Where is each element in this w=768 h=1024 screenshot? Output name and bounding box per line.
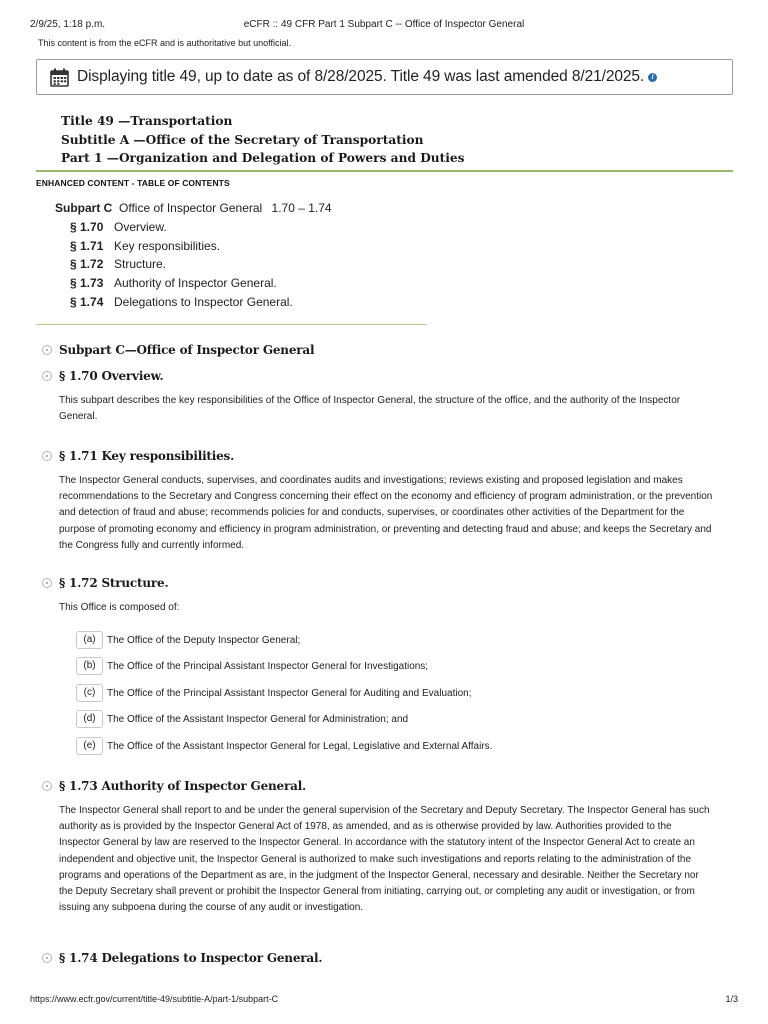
- section-1-71-heading-row: [42, 449, 722, 463]
- expand-icon[interactable]: [42, 781, 52, 791]
- expand-icon[interactable]: [42, 345, 52, 355]
- section-1-70-text: This subpart describes the key responsibilities of the Office of Inspector General, the structure of the office, and the authority of the Inspector General.: [59, 395, 681, 423]
- disclaimer: This content is from the eCFR and is authoritative but unofficial.: [38, 38, 291, 48]
- toc-section-title: Structure.: [114, 257, 167, 272]
- toc-section-number: § 1.74: [70, 294, 104, 309]
- toc-section-title: Key responsibilities.: [114, 238, 221, 253]
- subtitle-heading: Subtitle A —Office of the Secretary of Transportation: [61, 132, 424, 147]
- toc-section-title: Delegations to Inspector General.: [114, 294, 293, 309]
- calendar-icon: [50, 68, 69, 87]
- list-item: [76, 631, 300, 649]
- page-number: 1/3: [725, 994, 738, 1004]
- toc-section-number: § 1.70: [70, 219, 104, 234]
- toc-subpart-name: Office of Inspector General: [119, 201, 263, 215]
- toc-subpart-label: Subpart C: [55, 201, 113, 215]
- paragraph-label[interactable]: (c): [76, 684, 103, 702]
- toc-section-title: Authority of Inspector General.: [114, 276, 277, 291]
- expand-icon[interactable]: [42, 578, 52, 588]
- part-heading: Part 1 —Organization and Delegation of Powers and Duties: [61, 151, 465, 165]
- section-1-73-heading-row: [42, 779, 722, 793]
- section-heading: § 1.71 Key responsibilities.: [59, 449, 235, 463]
- print-title: eCFR :: 49 CFR Part 1 Subpart C -- Office of Inspector General: [243, 19, 525, 30]
- toc-section-number: § 1.72: [70, 257, 104, 272]
- toc-section-link[interactable]: [55, 218, 332, 237]
- toc-subpart-link[interactable]: [55, 199, 332, 218]
- expand-icon[interactable]: [42, 371, 52, 381]
- toc-section-title: Overview.: [114, 219, 167, 234]
- print-date: 2/9/25, 1:18 p.m.: [30, 19, 106, 30]
- section-1-70-heading-row: [42, 369, 722, 383]
- info-icon[interactable]: i: [648, 73, 657, 82]
- hierarchy: [61, 112, 465, 168]
- toc-section-link[interactable]: [55, 274, 332, 293]
- toc-divider: [36, 324, 427, 325]
- section-heading: § 1.72 Structure.: [59, 576, 169, 590]
- section-1-72-intro: This Office is composed of:: [59, 602, 180, 613]
- table-of-contents: [55, 199, 332, 312]
- list-item-text: The Office of the Principal Assistant Inspector General for Investigations;: [107, 660, 429, 672]
- section-1-73-text: The Inspector General shall report to and be under the general supervision of the Secretary and Deputy Secretary. The Inspector General has such authority as is provided by the Inspector General Act of 1978, as amended, and as is otherwise provided by law. Authorities provided to the Inspector General by law are reserved to the Inspector General. In accordance with the statutory intent of the Inspector General Act to create an independent and objective unit, the Inspector General is authorized to make such investigations and reports relating to the administration of the programs and operations of the Department as are, in the judgment of the Inspector General, necessary and desirable. Neither the Secretary nor the Deputy Secretary shall prevent or prohibit the Inspector General from initiating, carrying out, or completing any audit or investigation, or from issuing any subpoena during the course of any audit or investigation.: [59, 805, 710, 914]
- list-item-text: The Office of the Principal Assistant Inspector General for Auditing and Evaluation;: [107, 687, 472, 699]
- notice-text: Displaying title 49, up to date as of 8/28/2025. Title 49 was last amended 8/21/2025.: [77, 68, 645, 85]
- list-item: [76, 710, 408, 728]
- page-url: https://www.ecfr.gov/current/title-49/subtitle-A/part-1/subpart-C: [30, 994, 279, 1004]
- paragraph-label[interactable]: (d): [76, 710, 103, 728]
- section-1-71-text: The Inspector General conducts, supervises, and coordinates audits and investigations; reviews existing and proposed legislation and makes recommendations to the Secretary and Congress concerning their effect on the economy and efficiency of program administration, or the prevention and detection of fraud and abuse; recommends policies for and conducts, supervises, or coordinates other activities of the Department for the purpose of promoting economy and efficiency in program administration, or preventing and detecting fraud and abuse; and keeps the Secretary and the Congress fully and currently informed.: [59, 475, 713, 551]
- expand-icon[interactable]: [42, 953, 52, 963]
- section-1-72-heading-row: [42, 576, 722, 590]
- section-heading: § 1.74 Delegations to Inspector General.: [59, 951, 323, 965]
- section-1-74-heading-row: [42, 951, 722, 965]
- expand-icon[interactable]: [42, 451, 52, 461]
- toc-header: [36, 170, 733, 191]
- list-item: [76, 657, 428, 675]
- list-item: [76, 684, 471, 702]
- toc-section-link[interactable]: [55, 293, 332, 312]
- title-heading: Title 49 —Transportation: [61, 114, 233, 128]
- list-item-text: The Office of the Assistant Inspector General for Legal, Legislative and External Affairs.: [107, 740, 493, 752]
- paragraph-label[interactable]: (e): [76, 737, 103, 755]
- paragraph-label[interactable]: (b): [76, 657, 103, 675]
- toc-section-number: § 1.73: [70, 276, 104, 291]
- section-heading: § 1.73 Authority of Inspector General.: [59, 779, 307, 793]
- subpart-heading: Subpart C—Office of Inspector General: [59, 343, 315, 357]
- toc-section-number: § 1.71: [70, 238, 104, 253]
- toc-subpart-range: 1.70 – 1.74: [271, 201, 332, 215]
- list-item-text: The Office of the Assistant Inspector General for Administration; and: [107, 713, 409, 725]
- paragraph-label[interactable]: (a): [76, 631, 103, 649]
- toc-header-label: ENHANCED CONTENT - TABLE OF CONTENTS: [36, 178, 230, 188]
- toc-section-link[interactable]: [55, 255, 332, 274]
- currency-notice: [36, 59, 733, 95]
- list-item-text: The Office of the Deputy Inspector General;: [107, 634, 301, 646]
- section-heading: § 1.70 Overview.: [59, 369, 164, 383]
- list-item: [76, 737, 492, 755]
- subpart-heading-row: [42, 343, 722, 357]
- toc-section-link[interactable]: [55, 237, 332, 256]
